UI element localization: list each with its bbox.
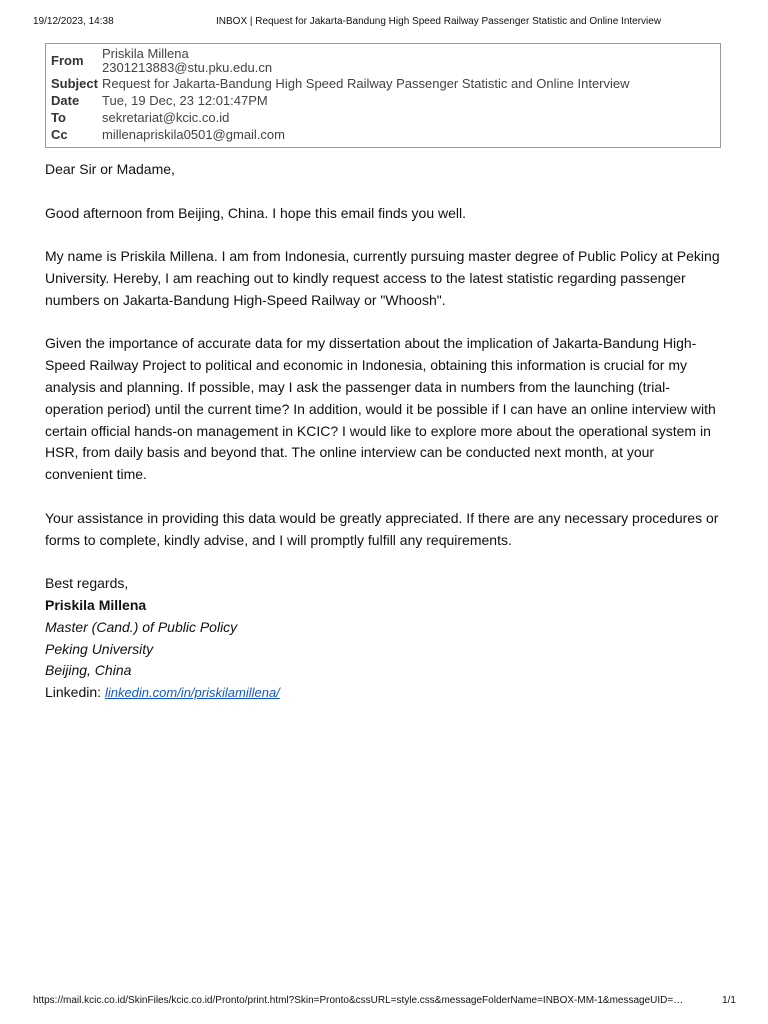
signature-location: Beijing, China — [45, 662, 132, 679]
linkedin-label: Linkedin: — [45, 684, 105, 701]
date-label: Date — [51, 93, 80, 108]
linkedin-link[interactable]: linkedin.com/in/priskilamillena/ — [104, 685, 280, 701]
date-value: Tue, 19 Dec, 23 12:01:47PM — [102, 93, 268, 108]
from-name: Priskila Millena — [102, 46, 189, 61]
signature-title: Master (Cand.) of Public Policy — [45, 618, 238, 635]
from-row — [51, 47, 720, 75]
signature-name: Priskila Millena — [45, 596, 147, 613]
email-body — [45, 159, 725, 704]
print-url: https://mail.kcic.co.id/SkinFiles/kcic.co.id/Pronto/print.html?Skin=Pronto&cssURL=style.css&messageFolderName=INBOX-MM-1&messageUID=… — [33, 995, 684, 1006]
cc-label: Cc — [51, 127, 68, 142]
subject-row — [51, 75, 720, 92]
body-paragraph: Good afternoon from Beijing, China. I hope this email finds you well. — [45, 204, 467, 221]
from-value — [102, 47, 272, 75]
date-row — [51, 92, 720, 109]
from-label: From — [51, 53, 84, 68]
signature — [45, 573, 725, 704]
body-paragraph: My name is Priskila Millena. I am from Indonesia, currently pursuing master degree of Public Policy at Peking University. Hereby, I am reaching out to kindly request access to the latest statistic regarding passenger numbers on Jakarta-Bandung High-Speed Railway or "Whoosh". — [45, 248, 720, 308]
print-header — [33, 16, 736, 30]
subject-value: Request for Jakarta-Bandung High Speed Railway Passenger Statistic and Online Interview — [102, 76, 630, 91]
page-number: 1/1 — [722, 995, 736, 1006]
print-timestamp: 19/12/2023, 14:38 — [33, 16, 114, 27]
body-paragraph: Your assistance in providing this data would be greatly appreciated. If there are any necessary procedures or forms to complete, kindly advise, and I will promptly fulfill any requirements. — [45, 509, 719, 548]
linkedin-line — [45, 682, 725, 704]
body-paragraph: Given the importance of accurate data for my dissertation about the implication of Jakarta-Bandung High-Speed Railway Project to political and economic in Indonesia, obtaining this information is crucial for my analysis and planning. If possible, may I ask the passenger data in numbers from the launching (trial-operation period) until the current time? In addition, would it be possible if I can have an online interview with certain official hands-on management in KCIC? I would like to explore more about the operational system in HSR, from daily basis and beyond that. The online interview can be conducted next month, at your convenient time. — [45, 335, 716, 483]
signature-university: Peking University — [45, 640, 154, 657]
cc-value: millenapriskila0501@gmail.com — [102, 127, 285, 142]
to-value: sekretariat@kcic.co.id — [102, 110, 230, 125]
print-title: INBOX | Request for Jakarta-Bandung High Speed Railway Passenger Statistic and Online Interview — [216, 16, 662, 27]
email-header-box — [45, 43, 721, 148]
to-row — [51, 109, 720, 126]
from-email: 2301213883@stu.pku.edu.cn — [102, 60, 273, 75]
cc-row — [51, 126, 720, 143]
subject-label: Subject — [51, 76, 98, 91]
to-label: To — [51, 110, 66, 125]
greeting: Dear Sir or Madame, — [45, 161, 175, 177]
closing: Best regards, — [45, 575, 129, 592]
print-footer — [33, 995, 736, 1009]
